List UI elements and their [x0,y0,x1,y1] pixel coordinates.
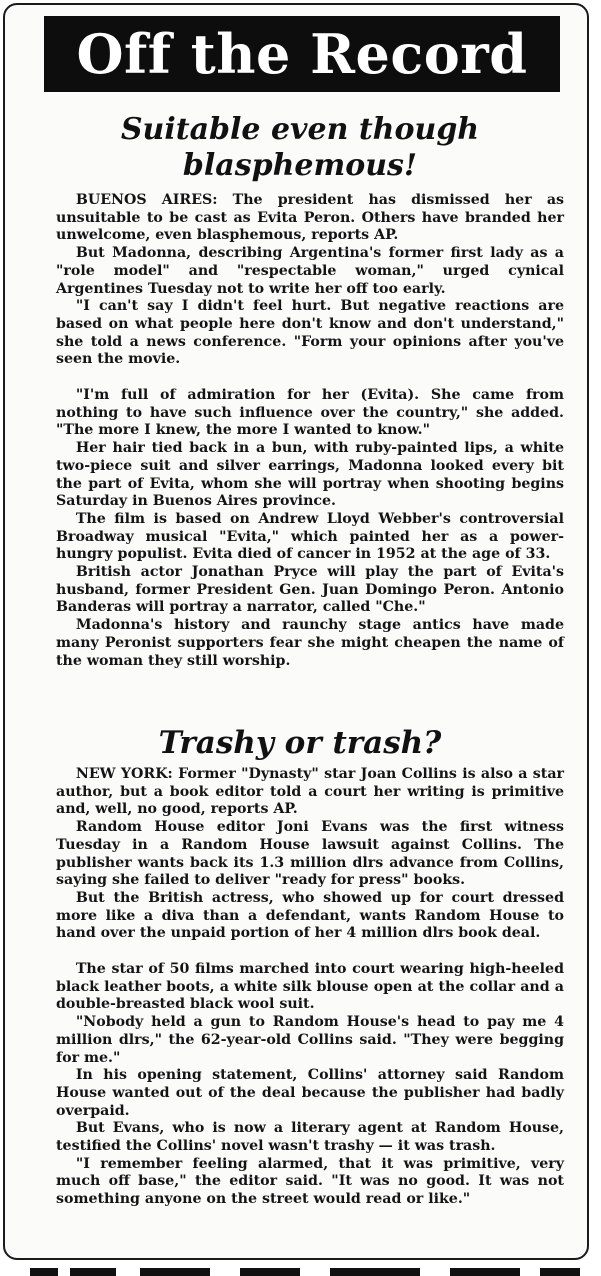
story1-paragraph: "I'm full of admiration for her (Evita). She came from nothing to have such influence over the country," she added. "The more I knew, the more I wanted to know." [56,387,564,439]
story2-paragraph: Random House editor Joni Evans was the first witness Tuesday in a Random House lawsuit against Collins. The publisher wants back its 1.3 million dlrs advance from Collins, saying she failed to deliver "ready for press" books. [56,819,564,889]
story2-paragraph: The star of 50 films marched into court wearing high-heeled black leather boots, a white silk blouse open at the collar and a double-breasted black wool suit. [56,961,564,1013]
story2-paragraph: NEW YORK: Former "Dynasty" star Joan Collins is also a star author, but a book editor told a court her writing is primitive and, well, no good, reports AP. [56,766,564,818]
story1-headline: Suitable even though blasphemous! [120,112,480,183]
cropped-next-headline [0,1262,601,1276]
story1-paragraph: BUENOS AIRES: The president has dismissed her as unsuitable to be cast as Evita Peron. Others have branded her unwelcome, even blasphemous, reports AP. [56,192,564,244]
story1-paragraph: "I can't say I didn't feel hurt. But negative reactions are based on what people here don't know and don't understand," she told a news conference. "Form your opinions after you've seen the movie. [56,298,564,368]
story1-paragraph: Her hair tied back in a bun, with ruby-painted lips, a white two-piece suit and silver earrings, Madonna looked every bit the part of Evita, whom she will portray when shooting begins Saturday in Buenos Aires province. [56,440,564,510]
story2-paragraph: "Nobody held a gun to Random House's head to pay me 4 million dlrs," the 62-year-old Collins said. "They were begging for me." [56,1014,564,1066]
story1-paragraph: The film is based on Andrew Lloyd Webber's controversial Broadway musical "Evita," which painted her as a power-hungry populist. Evita died of cancer in 1952 at the age of 33. [56,510,564,563]
column-banner: Off the Record [44,16,560,92]
story2-headline: Trashy or trash? [158,725,442,761]
story2-paragraph: "I remember feeling alarmed, that it was primitive, very much off base," the editor said. "It was no good. It was not something anyone on the street would read or like." [56,1155,564,1208]
story1-paragraph: But Madonna, describing Argentina's former first lady as a "role model" and "respectable woman," urged cynical Argentines Tuesday not to write her off too early. [56,245,564,297]
story1-paragraph: Madonna's history and raunchy stage antics have made many Peronist supporters fear she might cheapen the name of the woman they still worship. [56,617,564,669]
story2-paragraph: But Evans, who is now a literary agent at Random House, testified the Collins' novel wasn't trashy — it was trash. [56,1120,564,1155]
story2-body [56,766,564,1209]
story2-paragraph: In his opening statement, Collins' attorney said Random House wanted out of the deal because the publisher had badly overpaid. [56,1067,564,1119]
story1-body [56,192,564,670]
story2-paragraph: But the British actress, who showed up for court dressed more like a diva than a defendant, wants Random House to hand over the unpaid portion of her 4 million dlrs book deal. [56,889,564,942]
story1-paragraph: British actor Jonathan Pryce will play the part of Evita's husband, former President Gen. Juan Domingo Peron. Antonio Banderas will portray a narrator, called "Che." [56,564,564,616]
